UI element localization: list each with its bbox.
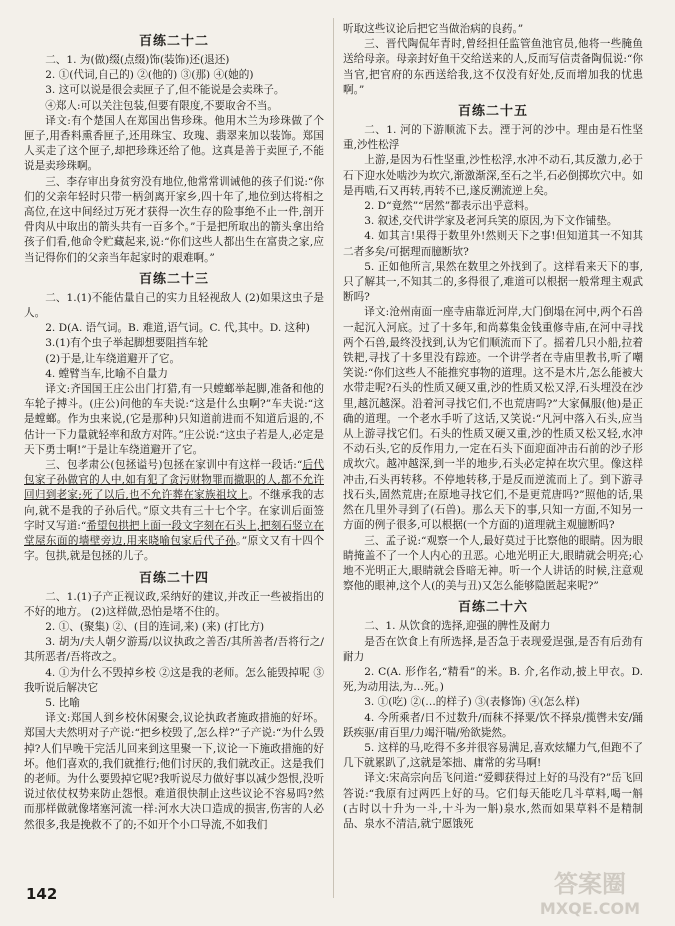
answer-paragraph: 上游,是因为石性坚重,沙性松浮,水冲不动石,其反激力,必于石下迎水处啮沙为坎穴,渐激渐深,至石之半,石必倒掷坎穴中。如是再啮,石又再转,再转不已,遂反溯流逆上矣。 xyxy=(343,154,643,197)
section-title-23: 百练二十三 xyxy=(138,271,209,287)
translation-paragraph: 译文:有个楚国人在郑国出售珍珠。他用木兰为珍珠做了个匣子,用香料熏香匣子,还用珠宝、玫瑰、翡翠来加以装饰。郑国人买走了这个匣子,却把珍珠还给了他。这真是善于卖匣子,不能说是卖珍珠啊。 xyxy=(24,114,324,173)
underlined-text: 希望包拱把上面一段文字刻在石头上,把刻石竖立在堂屋东面的墙壁旁边,用来晓喻包家后代子孙 xyxy=(24,519,324,548)
translation-paragraph: 听取这些议论后把它当做治病的良药。” xyxy=(343,23,524,35)
answer-paragraph: 2. D(A. 语气词。B. 难道,语气词。C. 代,其中。D. 这种) xyxy=(45,322,310,335)
answer-paragraph: (2)于是,让车绕道避开了它。 xyxy=(45,352,181,365)
translation-paragraph: 三、孟子说:“观察一个人,最好莫过于比察他的眼睛。因为眼睛掩盖不了一个人内心的丑恶。心地光明正大,眼睛就会明亮;心地不光明正大,眼睛就会昏暗无神。听一个人讲话的时候,注意观察他的眼神,这个人(的美与丑)又怎么能够隐匿起来呢?” xyxy=(343,534,643,593)
translation-paragraph: 译文:宋高宗向岳飞问道:“爱卿获得过上好的马没有?”岳飞回答说:“我原有过两匹上好的马。它们每天能吃几斗草料,喝一斛(古时以十升为一斗,十斗为一斛)泉水,然而如果草料不是精制品、泉水不清洁,就宁愿饿死 xyxy=(343,772,643,830)
answer-paragraph: 2. D“竟然”“居然”都表示出乎意料。 xyxy=(364,200,535,213)
answer-paragraph: 二、1. 为(做)缀(点缀)饰(装饰)还(退还) xyxy=(45,54,230,66)
site-watermark xyxy=(515,864,665,920)
answer-paragraph: 二、1. 河的下游顺流下去。湮于河的沙中。理由是石性坚重,沙性松浮 xyxy=(343,124,643,152)
answer-paragraph: 二、1.(1)不能估量自己的实力且轻视敌人 (2)如果这虫子是人。 xyxy=(24,291,324,320)
section-title-26: 百练二十六 xyxy=(457,600,528,616)
answer-paragraph: 3. ①(吃) ②(…的样子) ③(表修饰) ④(怎么样) xyxy=(364,696,580,709)
answer-paragraph: 4. 如其言!果得于数里外!然则天下之事!但知道其一不知其二者多矣/可据理而臆断欤? xyxy=(343,230,643,258)
answer-paragraph: 5. 正如他所言,果然在数里之外找到了。这样看来天下的事,只了解其一,不知其二的,多得很了,难道可以根据一般常理主观武断吗? xyxy=(343,260,643,304)
answer-paragraph: 4. 螳臂当车,比喻不自量力 xyxy=(45,367,168,380)
translation-paragraph: 三、李存审出身贫穷没有地位,他常常训诫他的孩子们说:“你们的父亲年轻时只带一柄剑离开家乡,四十年了,地位到达将相之高位,在这中间经过万死才获得一次生存的险事绝不止一件,剖开骨肉从中取出的箭头共有一百多个。”于是把所取出的箭头拿出给孩子们看,他命令贮藏起来,说:“你们这些人都出生在富贵之家,应当记得你们的父亲当年起家时的艰难啊。” xyxy=(24,175,324,264)
answer-paragraph: 5. 这样的马,吃得不多并很容易满足,喜欢炫耀力气,但跑不了几下就累趴了,这就是笨拙、庸常的劣马啊! xyxy=(343,741,643,770)
left-column xyxy=(24,28,324,892)
section-title-22: 百练二十二 xyxy=(138,34,209,49)
column-divider xyxy=(333,18,334,898)
translation-paragraph xyxy=(24,458,324,564)
answer-paragraph: 4. ①为什么不毁掉乡校 ②这是我的老师。怎么能毁掉呢 ③我听说后解决它 xyxy=(24,666,324,694)
answer-paragraph: 二、1.(1)子产正视议政,采纳好的建议,并改正一些被指出的不好的地方。 (2)这样做,恐怕是堵不住的。 xyxy=(24,590,324,618)
answer-paragraph: 2. ①(代词,自己的) ②(他的) ③(那) ④(她的) xyxy=(45,69,254,82)
answer-paragraph: 3. 叙述,交代讲学家及老河兵笑的原因,为下文作铺垫。 xyxy=(364,215,618,228)
answer-paragraph: 4. 今所乘者/日不过数升/而秣不择粟/饮不择泉/揽辔未安/踊跃疾驱/甫百里/力竭汗喘/殆欲毙然。 xyxy=(343,711,643,739)
translation-paragraph: 三、晋代陶侃年青时,曾经担任监管鱼池官员,他将一些腌鱼送给母亲。母亲封好鱼干交给送来的人,反而写信责备陶侃说:“你当官,把官府的东西送给我,这不仅没有好处,反而增加我的忧患啊。” xyxy=(343,38,643,96)
text-run: 三、包孝肃公(包拯谥号)包拯在家训中有这样一段话:“ xyxy=(45,459,303,472)
answer-paragraph: 5. 比喻 xyxy=(45,696,80,709)
answer-paragraph: 3. 这可以说是很会卖匣子了,但不能说是会卖珠子。 xyxy=(45,84,285,97)
section-title-24: 百练二十四 xyxy=(138,570,209,586)
translation-paragraph: 译文:齐国国王庄公出门打猎,有一只螳螂举起脚,准备和他的车轮子搏斗。(庄公)问他的车夫说:“这是什么虫啊?”车夫说:“这是螳螂。作为虫来说,(它是那种)只知道前进而不知道后退的,不估计一下力量就轻率和敌方对阵。”庄公说:“这虫子若是人,必定是天下勇士啊!”于是让车绕道避开了它。 xyxy=(24,383,324,456)
answer-paragraph: 2. ①、(聚集) ②、(目的连词,来) (来) (打比方) xyxy=(45,620,265,633)
page-number: 142 xyxy=(26,885,58,903)
answer-paragraph: 3. 胡为/夫人朝夕游焉/以议执政之善否/其所善者/吾将行之/其所恶者/吾将改之。 xyxy=(24,636,324,664)
answer-paragraph: 3.(1)有个虫子举起脚想要阻挡车轮 xyxy=(45,337,209,350)
underlined-text: 后代包家子孙做官的人中,如有犯了贪污财物罪而撤职的人,都不允许回归到老家;死了以后,也不允许葬在家族祖坟上 xyxy=(24,459,324,502)
text-run: 。”原文又有十四个字。包拱,就是包拯的儿子。 xyxy=(24,535,324,563)
answer-paragraph: ④郑人:可以关注包装,但要有限度,不要取舍不当。 xyxy=(45,99,278,112)
translation-paragraph: 译文:沧州南面一座寺庙靠近河岸,大门倒塌在河中,两个石兽一起沉入河底。过了十多年,和尚募集金钱重修寺庙,在河中寻找两个石兽,最终没找到,认为它们顺流而下了。摇着几只小船,拉着铁耙,寻找了十多里没有踪迹。一个讲学者在寺庙里教书,听了嘲笑说:“你们这些人不能推究事物的道理。这不是木片,怎么能被大水带走呢?石头的性质又硬又重,沙的性质又松又浮,石头埋没在沙里,越沉越深。沿着河寻找它们,不也荒唐吗?”大家佩服(他)是正确的道理。一个老水手听了这话,又笑说:“凡河中落入石头,应当从上游寻找它们。石头的性质又硬又重,沙的性质又松又轻,水冲不动石头,它的反作用力,一定在石头下面迎面冲击石前的沙子形成坎穴。越冲越深,到一半的地步,石头必定掉在坎穴里。像这样冲击,石头再转移。不停地转移,于是反而逆流而上了。到下游寻找石头,固然荒唐;在原地寻找它们,不是更荒唐吗?”照他的话,果然在几里外寻到了(石兽)。那么天下的事,只知一方面,不知另一方面的例子很多,可以根据(一个方面的)道理就主观臆断吗? xyxy=(343,306,643,532)
answer-paragraph: 是否在饮食上有所选择,是否急于表现爱逞强,是否有后劲有耐力 xyxy=(343,635,643,663)
answer-paragraph: 2. C(A. 形作名,“精看”的米。B. 介,名作动,披上甲衣。D. 死,为动用法,为…死。) xyxy=(343,665,643,694)
right-column xyxy=(343,22,643,902)
answer-paragraph: 二、1. 从饮食的选择,迎强的脾性及耐力 xyxy=(364,620,551,633)
translation-paragraph: 译文:郑国人到乡校休闲聚会,议论执政者施政措施的好坏。郑国大夫然明对子产说:“把乡校毁了,怎么样?”子产说:“为什么毁掉?人们早晚干完活儿回来到这里聚一下,议论一下施政措施的好坏。他们喜欢的,我们就推行;他们讨厌的,我们就改正。这是我们的老师。为什么要毁掉它呢?我听说尽力做好事以减少怨恨,没听说过依仗权势来防止怨恨。难道很快制止这些议论不容易吗?然而那样做就像堵塞河流一样:河水大决口造成的损害,伤害的人必然很多,我是挽救不了的;不如开个小口导流,不如我们 xyxy=(24,712,324,831)
text-run: 。不继承我的志向,就不是我的子孙后代。”原文共有三十七个字。在家训后面签字时又写道:“ xyxy=(24,489,324,532)
watermark-line-1: 答案圈 xyxy=(554,870,626,898)
watermark-line-2: MXQE.COM xyxy=(539,899,641,918)
section-title-25: 百练二十五 xyxy=(457,104,528,120)
